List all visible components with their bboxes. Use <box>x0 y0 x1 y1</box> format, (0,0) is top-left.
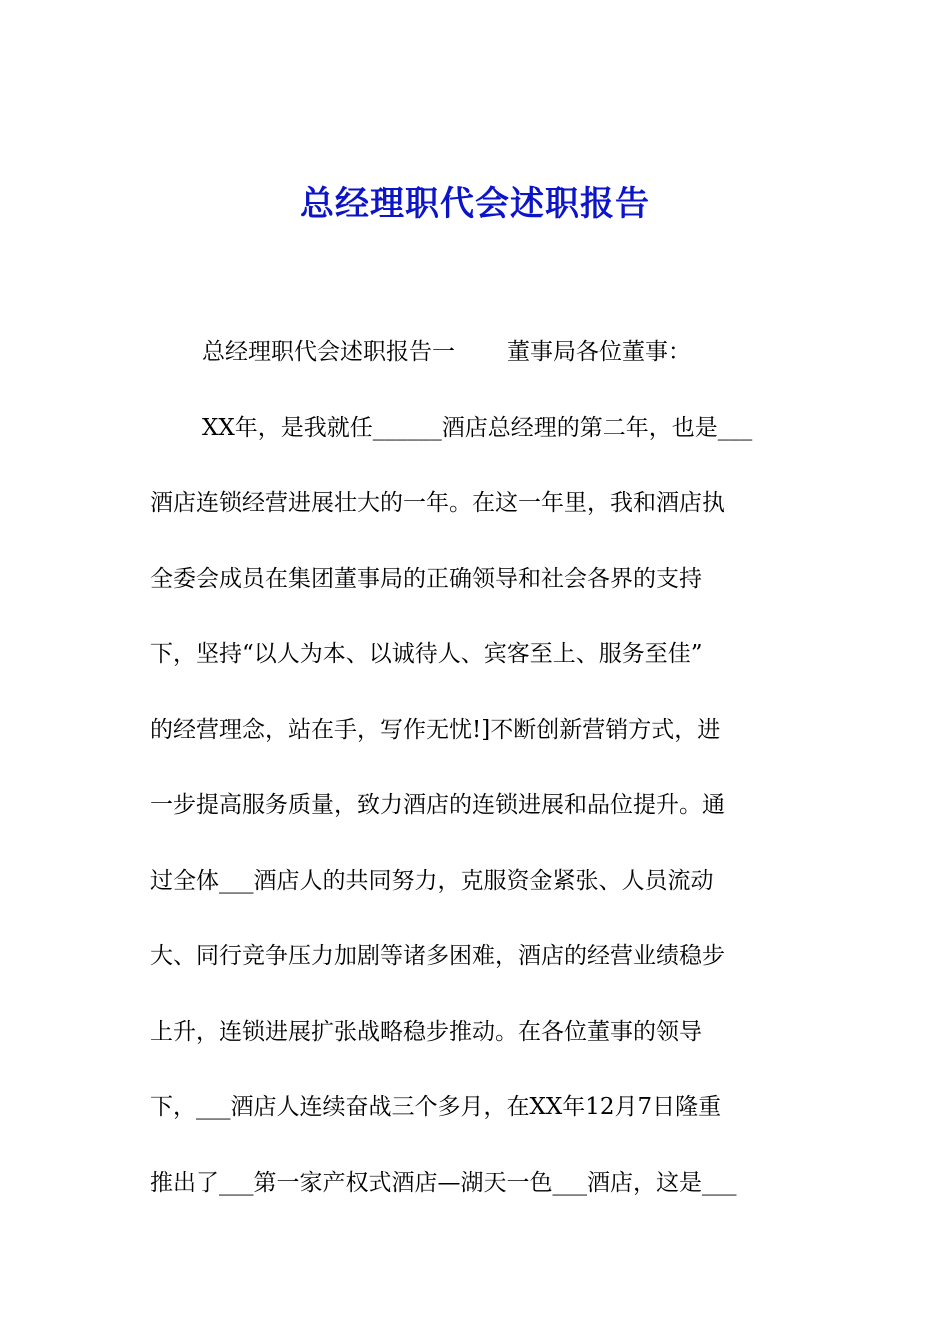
document-title: 总经理职代会述职报告 <box>300 184 650 224</box>
paragraph-line: 过全体___酒店人的共同努力，克服资金紧张、人员流动 <box>150 867 714 894</box>
paragraph-line: 酒店连锁经营进展壮大的一年。在这一年里，我和酒店执 <box>150 490 725 516</box>
paragraph-line: XX年，是我就任______酒店总经理的第二年，也是___ <box>202 414 753 441</box>
paragraph-line: 一步提高服务质量，致力酒店的连锁进展和品位提升。通 <box>150 792 725 818</box>
document-body <box>150 326 810 1232</box>
paragraph-line: 下，___酒店人连续奋战三个多月，在XX年12月7日隆重 <box>150 1094 722 1120</box>
paragraph-line <box>150 326 810 402</box>
paragraph-line: 推出了___第一家产权式酒店—湖天一色___酒店，这是___ <box>150 1169 737 1196</box>
paragraph-line: 大、同行竞争压力加剧等诸多困难，酒店的经营业绩稳步 <box>150 943 725 969</box>
paragraph-line: 全委会成员在集团董事局的正确领导和社会各界的支持 <box>150 565 702 592</box>
paragraph-line: 下，坚持“以人为本、以诚待人、宾客至上、服务至佳” <box>150 641 703 667</box>
paragraph-line: 上升，连锁进展扩张战略稳步推动。在各位董事的领导 <box>150 1018 702 1045</box>
salutation-text: 董事局各位董事： <box>507 339 691 365</box>
paragraph-line: 的经营理念，站在手，写作无忧!]不断创新营销方式，进 <box>150 716 721 743</box>
report-heading-text: 总经理职代会述职报告一 <box>202 339 455 365</box>
